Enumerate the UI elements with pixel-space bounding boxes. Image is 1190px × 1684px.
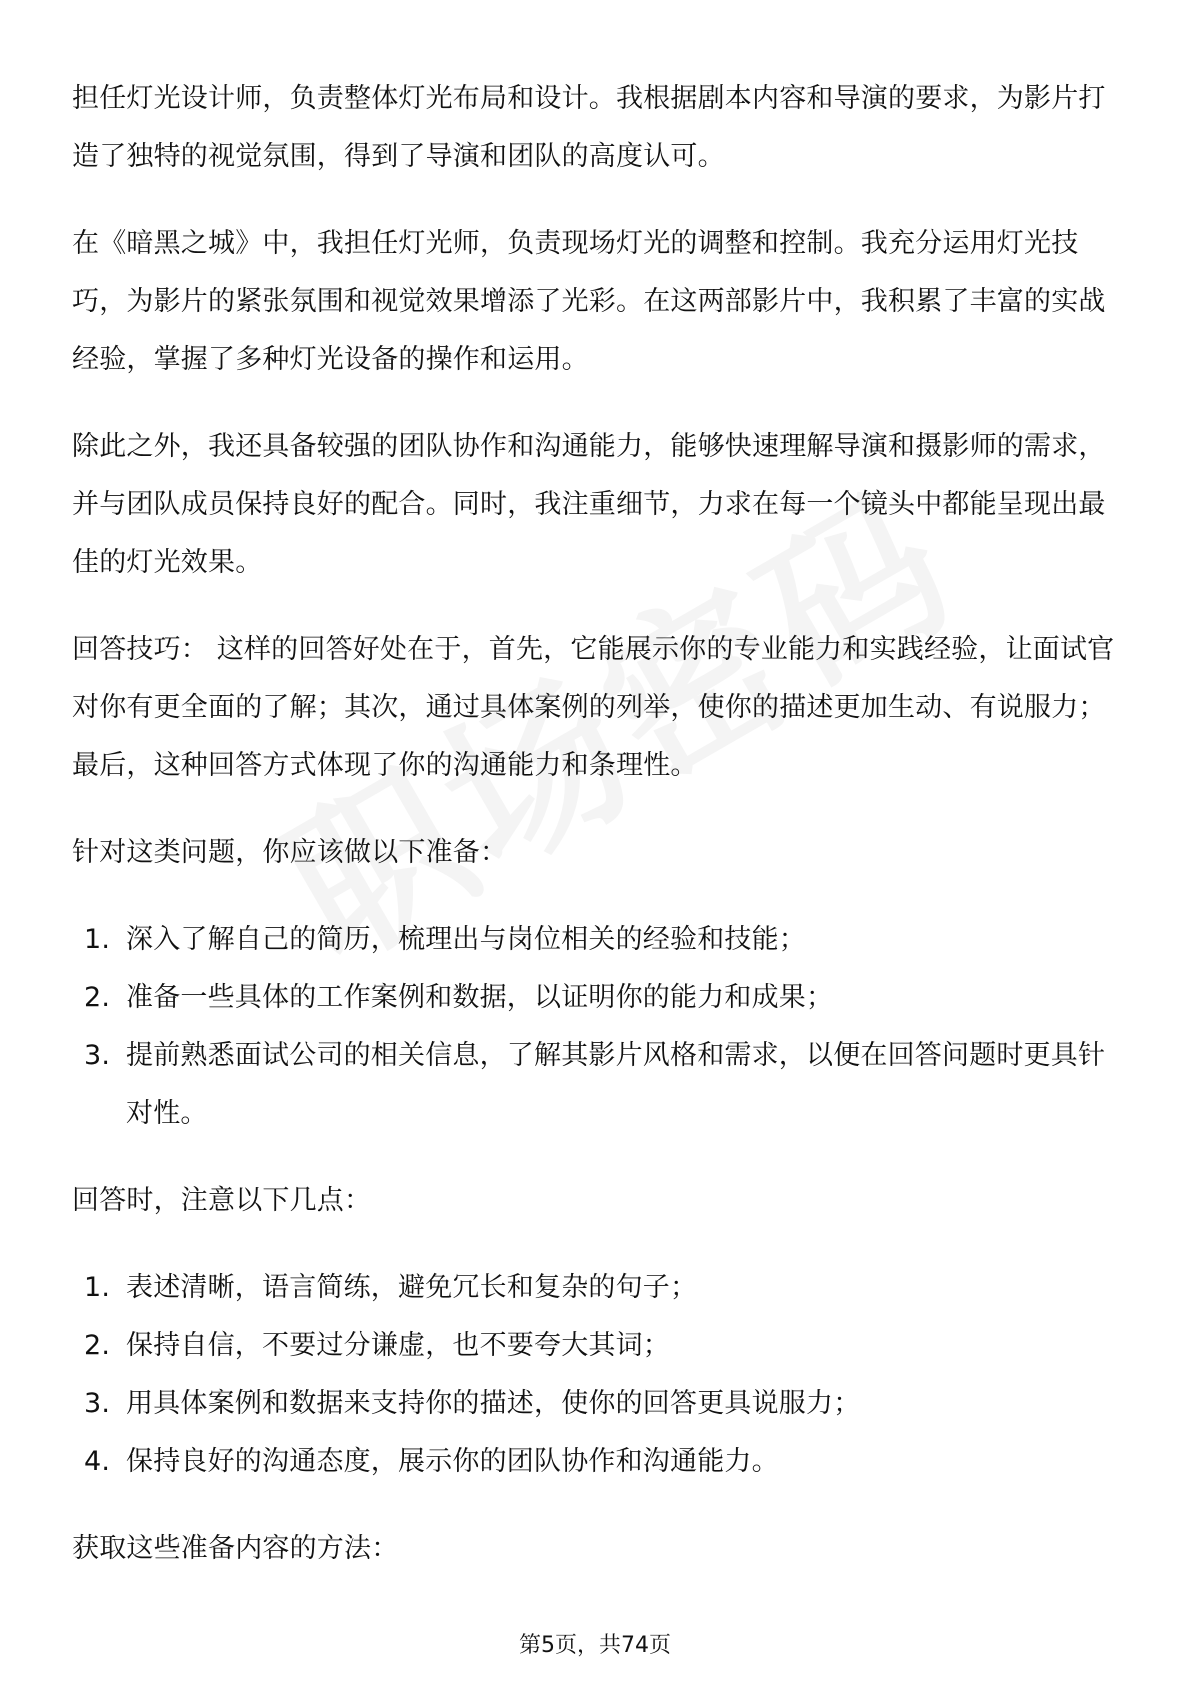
list-item	[72, 969, 1122, 1027]
list-number: 3.	[84, 1040, 111, 1071]
list-number: 2.	[84, 1330, 111, 1361]
page-footer: 第5页，共74页	[519, 1633, 671, 1658]
list-text: 保持良好的沟通态度，展示你的团队协作和沟通能力。	[126, 1446, 779, 1477]
paragraph-prep-heading: 针对这类问题，你应该做以下准备：	[72, 837, 508, 868]
list-item	[72, 1027, 1122, 1143]
list-text: 准备一些具体的工作案例和数据，以证明你的能力和成果；	[126, 982, 834, 1013]
list-text: 用具体案例和数据来支持你的描述，使你的回答更具说服力；	[126, 1388, 861, 1419]
list-number: 1.	[84, 924, 111, 955]
paragraph-answer-heading: 回答时，注意以下几点：	[72, 1185, 372, 1216]
paragraph-answer-tips: 回答技巧： 这样的回答好处在于，首先，它能展示你的专业能力和实践经验，让面试官对你有更全面的了解；其次，通过具体案例的列举，使你的描述更加生动、有说服力；最后，这种回答方式体现了你的沟通能力和条理性。	[72, 634, 1115, 781]
list-item	[72, 1259, 1122, 1317]
list-number: 2.	[84, 982, 111, 1013]
list-text: 表述清晰，语言简练，避免冗长和复杂的句子；	[126, 1272, 698, 1303]
answer-list	[72, 1259, 1122, 1491]
paragraph-dark-city: 在《暗黑之城》中，我担任灯光师，负责现场灯光的调整和控制。我充分运用灯光技巧，为影片的紧张氛围和视觉效果增添了光彩。在这两部影片中，我积累了丰富的实战经验，掌握了多种灯光设备的操作和运用。	[72, 228, 1106, 375]
paragraph-lighting-designer: 担任灯光设计师，负责整体灯光布局和设计。我根据剧本内容和导演的要求，为影片打造了独特的视觉氛围，得到了导演和团队的高度认可。	[72, 83, 1106, 172]
list-text: 深入了解自己的简历，梳理出与岗位相关的经验和技能；	[126, 924, 806, 955]
document-body	[72, 70, 1122, 1607]
list-item	[72, 1317, 1122, 1375]
paragraph-teamwork: 除此之外，我还具备较强的团队协作和沟通能力，能够快速理解导演和摄影师的需求，并与团队成员保持良好的配合。同时，我注重细节，力求在每一个镜头中都能呈现出最佳的灯光效果。	[72, 431, 1106, 578]
list-item	[72, 1375, 1122, 1433]
list-number: 3.	[84, 1388, 111, 1419]
prep-list	[72, 911, 1122, 1143]
list-number: 1.	[84, 1272, 111, 1303]
list-text: 提前熟悉面试公司的相关信息，了解其影片风格和需求，以便在回答问题时更具针对性。	[126, 1040, 1106, 1129]
list-item	[72, 911, 1122, 969]
paragraph-closing-heading: 获取这些准备内容的方法：	[72, 1533, 399, 1564]
list-number: 4.	[84, 1446, 111, 1477]
list-item	[72, 1433, 1122, 1491]
list-text: 保持自信，不要过分谦虚，也不要夸大其词；	[126, 1330, 670, 1361]
